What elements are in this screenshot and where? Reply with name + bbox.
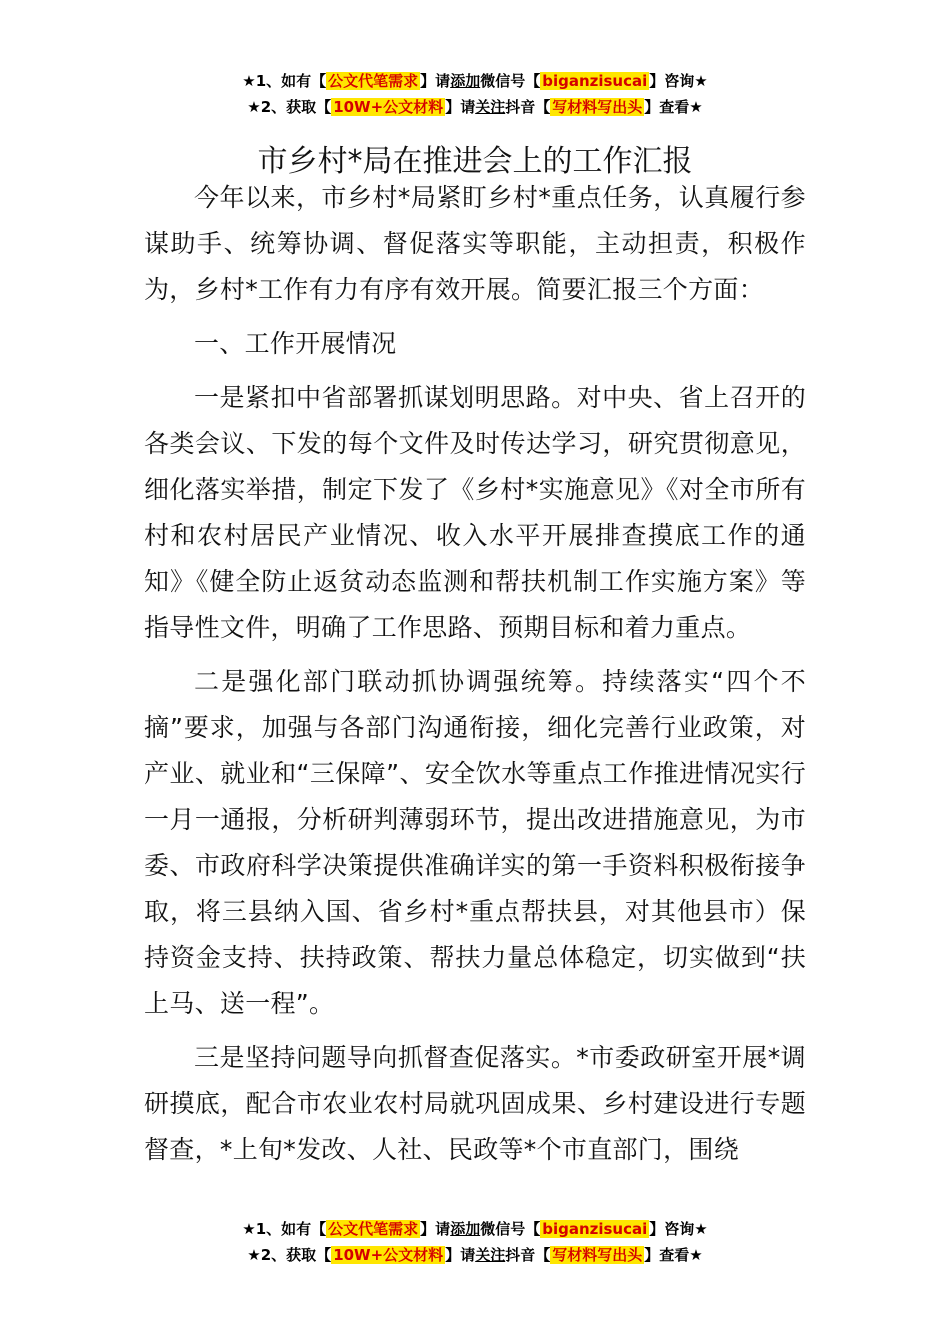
banner-line-2 [0, 94, 950, 120]
banner-highlight: 10W+公文材料 [333, 1246, 444, 1264]
banner-text: 】咨询★ [649, 72, 708, 90]
banner-text: ★1、如有【 [242, 1220, 327, 1238]
banner-text: 抖音【 [505, 98, 551, 116]
banner-line-1 [0, 68, 950, 94]
paragraph-1: 一是紧扣中省部署抓谋划明思路。对中央、省上召开的各类会议、下发的每个文件及时传达学习，研究贯彻意见，细化落实举措，制定下发了《乡村*实施意见》《对全市所有村和农村居民产业情况、收入水平开展排查摸底工作的通知》《健全防止返贫动态监测和帮扶机制工作实施方案》等指导性文件，明确了工作思路、预期目标和着力重点。 [144, 383, 806, 642]
banner-text: 】咨询★ [649, 1220, 708, 1238]
document-title: 市乡村*局在推进会上的工作汇报 [257, 144, 693, 180]
banner-text: ★2、获取【 [247, 98, 332, 116]
banner-highlight: 10W+公文材料 [333, 98, 444, 116]
banner-text: 抖音【 [505, 1246, 551, 1264]
banner-text: 微信号【 [480, 72, 541, 90]
banner-line-2 [0, 1242, 950, 1268]
banner-text: 】请 [445, 1246, 476, 1264]
footer-banner [0, 1216, 950, 1268]
banner-text: 】查看★ [644, 1246, 703, 1264]
banner-text: 】查看★ [644, 98, 703, 116]
banner-text: ★2、获取【 [247, 1246, 332, 1264]
banner-highlight: 写材料写出头 [552, 98, 643, 116]
banner-underline: 添加 [450, 72, 481, 90]
banner-text: ★1、如有【 [242, 72, 327, 90]
banner-text: 】请 [420, 1220, 451, 1238]
banner-highlight: 公文代笔需求 [328, 1220, 419, 1238]
section-heading: 一、工作开展情况 [194, 329, 397, 358]
banner-highlight: 公文代笔需求 [328, 72, 419, 90]
paragraph-2: 二是强化部门联动抓协调强统筹。持续落实“四个不摘”要求，加强与各部门沟通衔接，细化完善行业政策，对产业、就业和“三保障”、安全饮水等重点工作推进情况实行一月一通报，分析研判薄弱环节，提出改进措施意见，为市委、市政府科学决策提供准确详实的第一手资料积极衔接争取，将三县纳入国、省乡村*重点帮扶县，对其他县市）保持资金支持、扶持政策、帮扶力量总体稳定，切实做到“扶上马、送一程”。 [144, 667, 806, 1018]
banner-text: 微信号【 [480, 1220, 541, 1238]
banner-underline: 关注 [475, 1246, 506, 1264]
header-banner [0, 68, 950, 120]
banner-highlight: 写材料写出头 [552, 1246, 643, 1264]
banner-highlight: biganzisucai [542, 72, 648, 90]
document-body [144, 175, 806, 1181]
banner-text: 】请 [420, 72, 451, 90]
paragraph-3: 三是坚持问题导向抓督查促落实。*市委政研室开展*调研摸底，配合市农业农村局就巩固成果、乡村建设进行专题督查，*上旬*发改、人社、民政等*个市直部门，围绕 [144, 1043, 806, 1164]
paragraph-intro: 今年以来，市乡村*局紧盯乡村*重点任务，认真履行参谋助手、统筹协调、督促落实等职能，主动担责，积极作为，乡村*工作有力有序有效开展。简要汇报三个方面： [144, 183, 806, 304]
banner-text: 】请 [445, 98, 476, 116]
banner-line-1 [0, 1216, 950, 1242]
banner-underline: 添加 [450, 1220, 481, 1238]
banner-highlight: biganzisucai [542, 1220, 648, 1238]
banner-underline: 关注 [475, 98, 506, 116]
